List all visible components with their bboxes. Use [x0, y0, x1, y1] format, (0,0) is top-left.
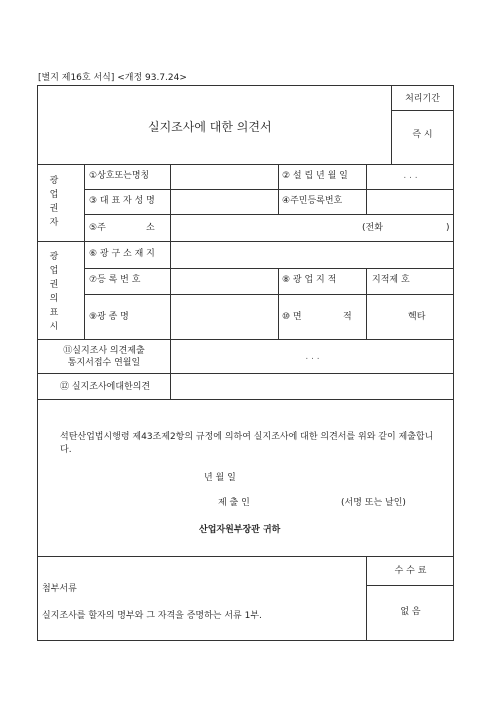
attachments-label: 첨부서류 [42, 584, 77, 594]
representative-name-field[interactable] [171, 190, 277, 213]
resident-number-label: ④주민등록번호 [282, 196, 343, 206]
notice-receipt-date-field[interactable]: . . . [305, 352, 320, 362]
mineral-type-label: ⑨광 종 명 [89, 312, 129, 322]
mining-cadastre-label: ⑧ 광 업 지 적 [282, 275, 337, 285]
registration-number-field[interactable] [171, 269, 277, 293]
submitter-label: 제 출 인 [218, 498, 250, 508]
registration-number-label: ⑦등 록 번 호 [89, 275, 141, 285]
area-unit[interactable]: 헥타 [408, 312, 426, 322]
phone-label: (전화 [362, 223, 383, 233]
fee-label: 수 수 료 [394, 566, 427, 576]
attachments-item: 실지조사를 할자의 명부와 그 자격을 증명하는 서류 1부. [42, 611, 262, 621]
area-label-part2: 적 [343, 312, 352, 322]
statement-body-line1: 석탄산업법시행령 제43조제2항의 규정에 의하여 실지조사에 대한 의견서를 위와 같이 제출합니 [60, 432, 434, 442]
signature-note[interactable]: (서명 또는 날인) [341, 498, 406, 508]
establishment-date-label: ② 설 립 년 월 일 [282, 171, 348, 181]
address-label-part2: 소 [146, 223, 155, 233]
area-label-part1: ⑩ 면 [282, 312, 302, 322]
address-label-part1: ⑤주 [89, 223, 106, 233]
mineral-type-field[interactable] [171, 295, 277, 338]
business-name-label: ①상호또는명칭 [89, 171, 150, 181]
processing-period-value: 즉 시 [412, 130, 433, 140]
notice-receipt-date-label-1: ⑪실지조사 의견제출 [63, 346, 145, 356]
resident-number-field[interactable] [367, 190, 453, 213]
submission-date[interactable]: 년 월 일 [204, 473, 236, 483]
representative-name-label: ③ 대 표 자 성 명 [89, 196, 155, 206]
mining-cadastre-value[interactable]: 지적제 호 [372, 275, 410, 285]
opinion-label: ⑫ 실지조사에대한의견 [60, 382, 151, 392]
establishment-date-field[interactable]: . . . [403, 171, 418, 181]
mine-location-label: ⑥ 광 구 소 재 지 [89, 249, 155, 259]
notice-receipt-date-label-2: 통지서접수 연월일 [67, 358, 141, 368]
mining-right-group-label: 광 업 권 의 표 시 [49, 252, 59, 332]
business-name-field[interactable] [171, 165, 277, 188]
phone-close: ) [446, 223, 450, 233]
form-header-note: [별지 제16호 서식] <개정 93.7.24> [38, 73, 187, 83]
statement-body-line2: 다. [60, 445, 72, 455]
opinion-field[interactable] [171, 374, 453, 398]
applicant-group-label: 광 업 권 자 [49, 176, 59, 228]
processing-period-label: 처리기간 [405, 94, 440, 104]
addressee: 산업자원부장관 귀하 [199, 525, 281, 535]
fee-value: 없 음 [400, 607, 421, 617]
address-field[interactable] [171, 215, 361, 240]
form-title: 실지조사에 대한 의견서 [148, 120, 272, 134]
mine-location-field[interactable] [171, 242, 453, 267]
